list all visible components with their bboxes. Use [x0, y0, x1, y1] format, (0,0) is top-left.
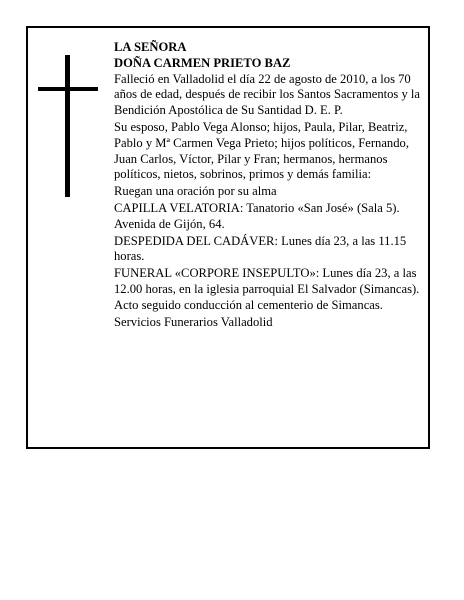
farewell-info: DESPEDIDA DEL CADÁVER: Lunes día 23, a las 11.15 horas.	[114, 233, 407, 264]
death-announcement: Falleció en Valladolid el día 22 de agosto de 2010, a los 70 años de edad, después de recibir los Santos Sacramentos y la Bendición Apostólica de Su Santidad D. E. P.	[114, 71, 421, 118]
prayer-request: Ruegan una oración por su alma	[114, 184, 277, 199]
cross-horizontal-bar	[38, 87, 98, 91]
deceased-name: DOÑA CARMEN PRIETO BAZ	[114, 55, 291, 70]
chapel-info: CAPILLA VELATORIA: Tanatorio «San José» (Sala 5). Avenida de Gijón, 64.	[114, 200, 400, 231]
heading-title: LA SEÑORA	[114, 40, 187, 54]
cross-icon	[38, 55, 98, 197]
cross-vertical-bar	[65, 55, 70, 197]
funeral-services-provider: Servicios Funerarios Valladolid	[114, 314, 273, 329]
family-list: Su esposo, Pablo Vega Alonso; hijos, Paula, Pilar, Beatriz, Pablo y Mª Carmen Vega Prieto; hijos políticos, Fernando, Juan Carlos, Víctor, Pilar y Fran; hermanos, hermanos políticos, nietos, sobrinos, primos y demás familia:	[114, 119, 409, 182]
obituary-text	[114, 40, 428, 331]
funeral-info: FUNERAL «CORPORE INSEPULTO»: Lunes día 23, a las 12.00 horas, en la iglesia parroquial El Salvador (Simancas). Acto seguido conducción al cementerio de Simancas.	[114, 266, 420, 312]
